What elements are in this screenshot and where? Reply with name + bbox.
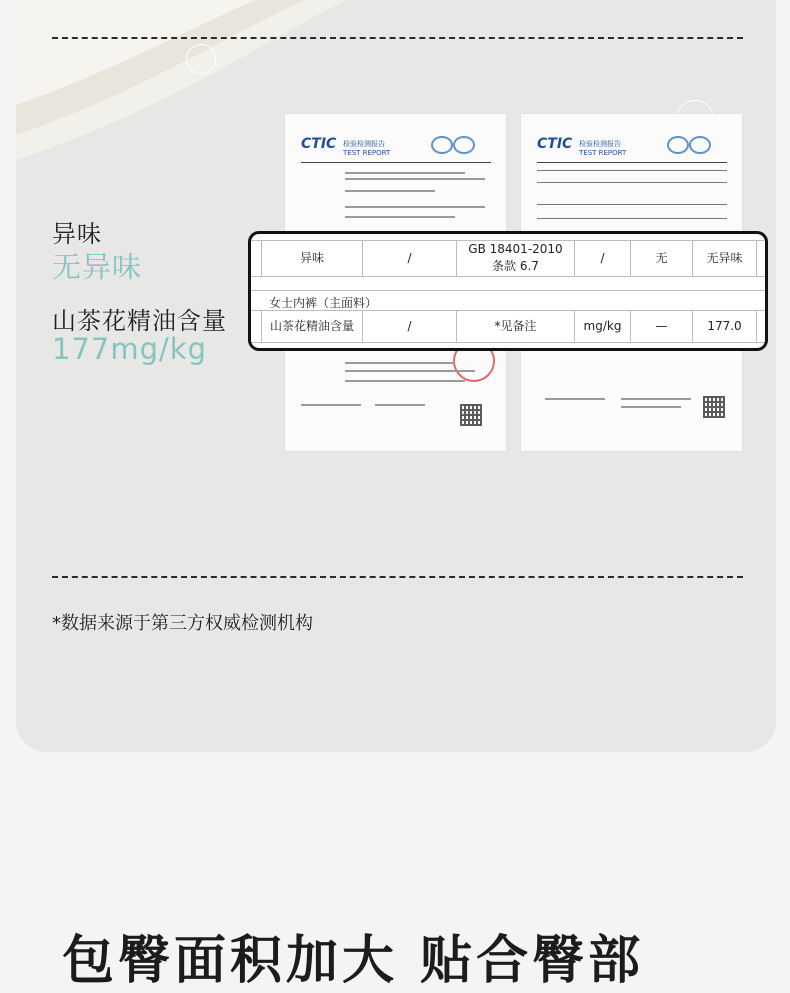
test-report-card [16,0,776,752]
table-cell: / [363,310,457,342]
qr-code-icon [460,404,482,426]
spec-label-odor: 异味 [52,220,102,248]
report-title-cn: 检验检测报告 [579,140,621,148]
ctic-logo: CTIC [537,136,573,152]
report-title-cn: 检验检测报告 [343,140,385,148]
text-line [345,178,485,180]
text-line [621,398,691,400]
table-row [261,310,759,342]
table-cell-requirement: — [631,310,693,342]
spec-value-odor: 无异味 [52,250,143,284]
table-cell-result: 177.0 [693,310,757,342]
section-headline: 包臀面积加大 贴合臀部 [62,931,645,991]
cnas-seal [431,136,453,154]
cnas-seal [689,136,711,154]
top-divider [52,37,743,39]
table-cell: / [575,240,631,276]
bubble-decoration [186,44,216,74]
text-line [537,162,727,163]
text-line [345,362,455,364]
table-cell-result: 无异味 [693,240,757,276]
table-cell: / [363,240,457,276]
text-line [301,162,491,163]
table-cell-item: 山茶花精油含量 [261,310,363,342]
text-line [537,204,727,205]
table-cell-standard: GB 18401-2010 条款 6.7 [457,240,575,276]
cnas-seal [667,136,689,154]
table-cell-standard: *见备注 [457,310,575,342]
text-line [537,170,727,171]
text-line [375,404,425,406]
text-line [537,182,727,183]
spec-label-camellia-oil: 山茶花精油含量 [52,307,227,335]
report-title-en: TEST REPORT [579,149,627,157]
cnas-seal [453,136,475,154]
data-source-note: *数据来源于第三方权威检测机构 [52,613,313,634]
table-cell-item: 异味 [261,240,363,276]
text-line [345,216,455,218]
text-line [345,172,465,174]
table-line [251,342,765,343]
table-section-label: 女士内裤（主面料） [269,296,378,310]
ctic-logo: CTIC [301,136,337,152]
text-line [621,406,681,408]
text-line [345,206,485,208]
table-line [251,290,765,291]
bottom-divider [52,576,743,578]
text-line [537,218,727,219]
text-line [345,370,475,372]
table-cell-requirement: 无 [631,240,693,276]
spec-value-camellia-oil: 177mg/kg [52,332,207,366]
table-line [251,276,765,277]
zoomed-report-table [248,231,768,351]
table-row [261,240,759,276]
report-title-en: TEST REPORT [343,149,391,157]
table-cell: mg/kg [575,310,631,342]
qr-code-icon [703,396,725,418]
text-line [545,398,605,400]
text-line [301,404,361,406]
text-line [345,190,435,192]
text-line [345,380,465,382]
